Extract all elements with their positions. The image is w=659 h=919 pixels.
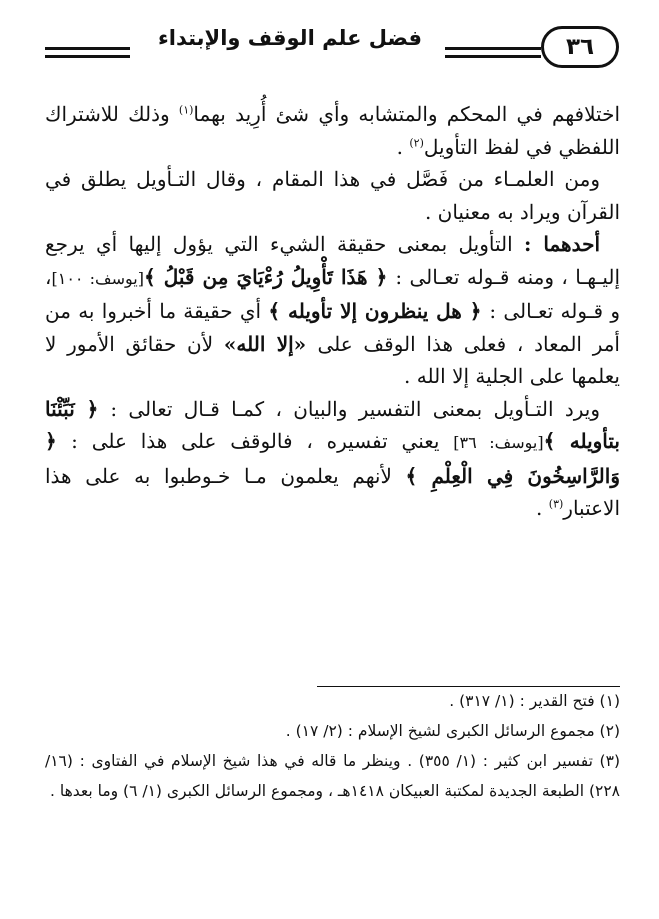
footnote-ref-3[interactable]: (٣) [548, 497, 564, 511]
quran-quote-1: ﴿ هَذَا تَأْوِيلُ رُءْيَايَ مِن قَبْلُ ﴾ [143, 264, 396, 289]
paragraph-1-text: اختلافهم في المحكم والمتشابه وأي شئ أُرِيد بهما [193, 102, 620, 126]
main-text [45, 98, 620, 525]
paragraph-1-text-b: وذلك للاشتراك اللفظي في لفظ التأويل [45, 102, 620, 159]
quran-quote-4: ﴿ وَالرَّاسِخُونَ فِي الْعِلْمِ ﴾ [45, 429, 620, 488]
paragraph-4-text-c: لأنهم يعلمون مـا خـوطبوا به على هذا الاعتبار [45, 463, 620, 520]
header-rule-left [45, 47, 130, 50]
footnote-1: (١) فتح القدير : (١/ ٣١٧) . [449, 692, 620, 710]
surah-ref-2: [يوسف: ٣٦] [453, 433, 544, 452]
running-header-title: فضل علم الوقف والإبتداء [158, 26, 422, 50]
paragraph-4-end: . [536, 496, 549, 520]
paragraph-3-text-a: التأويل بمعنى حقيقة الشيء التي يؤول إليها أي يرجع إليـهـا ، ومنه قـوله تعـالى : [45, 232, 621, 289]
quran-quote-2: ﴿ هل ينظرون إلا تأويله ﴾ [268, 299, 490, 323]
footnote-ref-2[interactable]: (٢) [409, 135, 424, 149]
footnotes [45, 686, 620, 806]
paragraph-4 [45, 393, 620, 525]
paragraph-3-text-b: ، و قـوله تعـالى : [45, 264, 620, 323]
footnote-2: (٢) مجموع الرسائل الكبرى لشيخ الإسلام : (٢/ ١٧) . [285, 722, 620, 740]
surah-ref-1: [يوسف: ١٠٠] [51, 268, 144, 288]
paragraph-1-end: . [396, 134, 410, 159]
quran-quote-3: ﴿ نَبِّئْنَا بتأويله ﴾ [45, 396, 620, 453]
page-number-badge: ٣٦ [541, 26, 619, 68]
paragraph-3-text-c: أي حقيقة ما أخبروا به من أمر المعاد ، فعلى هذا الوقف على [45, 299, 620, 356]
paragraph-2: ومن العلمـاء من فَصَّل في هذا المقام ، وقال التـأويل يطلق في القرآن ويراد به معنيان . [45, 167, 620, 224]
header-rule-right-lower [445, 55, 541, 58]
paragraph-3-label: أحدهما : [524, 232, 600, 256]
header-rule-right [445, 47, 541, 50]
footnote-3: (٣) تفسير ابن كثير : (١/ ٣٥٥) . وينظر ما قاله في هذا شيخ الإسلام في الفتاوى : (١٦/ ٢٢٨) الطبعة الجديدة لمكتبة العبيكان ١٤١٨هـ ، ومجموع الرسائل الكبرى (١/ ٦) وما بعدها . [45, 752, 620, 800]
paragraph-1 [45, 98, 620, 163]
header-rule-left-lower [45, 55, 130, 58]
footnote-ref-1[interactable]: (١) [178, 103, 194, 117]
paragraph-4-text-b: يعني تفسيره ، فالوقف على هذا على : [71, 429, 454, 453]
paragraph-3 [45, 228, 620, 393]
paragraph-4-text-a: ويرد التـأويل بمعنى التفسير والبيان ، كمـا قـال تعالى : [110, 396, 600, 421]
quote-illa-allah: «إلا الله» [223, 331, 318, 356]
paragraph-3-text-d: لأن حقائق الأمور لا يعلمها على الجلية إلا الله . [45, 331, 620, 388]
